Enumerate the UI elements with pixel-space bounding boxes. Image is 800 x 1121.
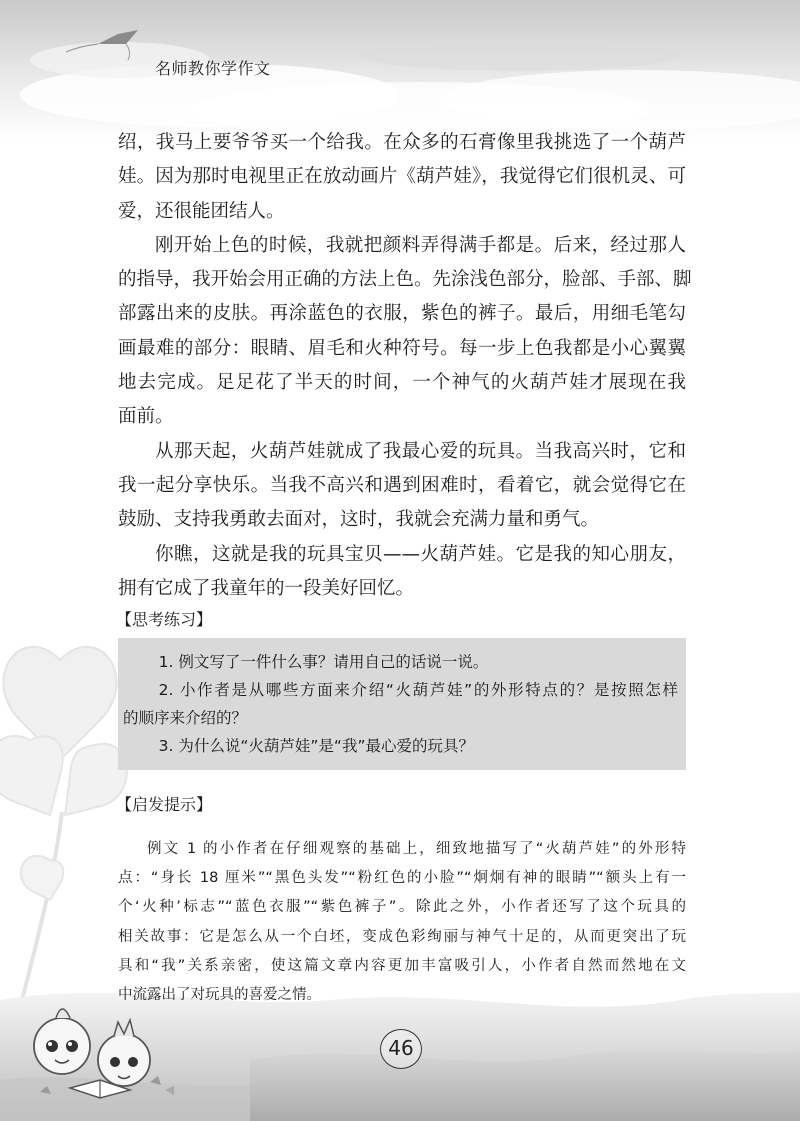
text-line: 从那天起，火葫芦娃就成了我最心爱的玩具。当我高兴时，它和 xyxy=(155,440,686,462)
text-line: 你瞧，这就是我的玩具宝贝——火葫芦娃。它是我的知心朋友， xyxy=(155,543,686,565)
text-line: 具和“我”关系亲密，使这篇文章内容更加丰富吸引人，小作者自然而然地在文 xyxy=(118,957,686,974)
text-line: 的顺序来介绍的？ xyxy=(123,709,248,727)
top-cloud-banner xyxy=(0,0,800,140)
text-line: 爱，还很能团结人。 xyxy=(118,200,285,222)
text-line: 鼓励、支持我勇敢去面对，这时，我就会充满力量和勇气。 xyxy=(118,509,600,531)
body-paragraph xyxy=(118,229,692,435)
text-line: 地去完成。足足花了半天的时间，一个神气的火葫芦娃才展现在我 xyxy=(118,372,686,394)
text-line: 相关故事：它是怎么从一个白坯，变成色彩绚丽与神气十足的，从而更突出了玩 xyxy=(118,928,686,945)
body-paragraph xyxy=(118,126,686,229)
text-line: 点：“身长 18 厘米”“黑色头发”“粉红色的小脸”“炯炯有神的眼睛”“额头上有一 xyxy=(118,870,686,887)
running-header-title: 名师教你学作文 xyxy=(155,59,271,78)
text-line: 例文 1 的小作者在仔细观察的基础上，细致地描写了“火葫芦娃”的外形特 xyxy=(147,841,686,857)
text-line: 1. 例文写了一件什么事？请用自己的话说一说。 xyxy=(158,653,489,671)
text-line: 拥有它成了我童年的一段美好回忆。 xyxy=(118,577,415,599)
exercise-item xyxy=(123,676,678,732)
exercises-heading: 【思考练习】 xyxy=(116,610,213,629)
text-line: 面前。 xyxy=(118,406,174,428)
text-line: 部露出来的皮肤。再涂蓝色的衣服，紫色的裤子。最后，用细毛笔勾 xyxy=(118,303,686,325)
text-line: 娃。因为那时电视里正在放动画片《葫芦娃》，我觉得它们很机灵、可 xyxy=(118,166,686,188)
text-line: 我一起分享快乐。当我不高兴和遇到困难时，看着它，就会觉得它在 xyxy=(118,474,686,496)
text-line: 画最难的部分：眼睛、眉毛和火种符号。每一步上色我都是小心翼翼 xyxy=(118,337,686,359)
exercise-item xyxy=(123,648,678,676)
hints-paragraph xyxy=(118,835,686,1010)
body-paragraph xyxy=(118,435,686,538)
text-line: 2. 小作者是从哪些方面来介绍“火葫芦娃”的外形特点的？是按照怎样 xyxy=(158,681,678,699)
body-paragraph xyxy=(118,538,686,607)
clover-decoration xyxy=(0,647,127,1000)
exercise-item xyxy=(123,732,678,760)
text-line: 个‘火种’标志”“蓝色衣服”“紫色裤子”。除此之外，小作者还写了这个玩具的 xyxy=(118,899,686,916)
page-number: 46 xyxy=(380,1029,422,1069)
essay-body xyxy=(118,126,692,606)
exercises-box xyxy=(118,638,686,770)
hints-heading: 【启发提示】 xyxy=(116,795,213,814)
text-line: 绍，我马上要爷爷买一个给我。在众多的石膏像里我挑选了一个葫芦 xyxy=(118,132,686,153)
text-line: 刚开始上色的时候，我就把颜料弄得满手都是。后来，经过那人 xyxy=(155,234,686,256)
text-line: 中流露出了对玩具的喜爱之情。 xyxy=(118,987,321,1004)
text-line: 3. 为什么说“火葫芦娃”是“我”最心爱的玩具？ xyxy=(158,737,474,755)
text-line: 的指导，我开始会用正确的方法上色。先涂浅色部分，脸部、手部、脚 xyxy=(118,269,692,291)
